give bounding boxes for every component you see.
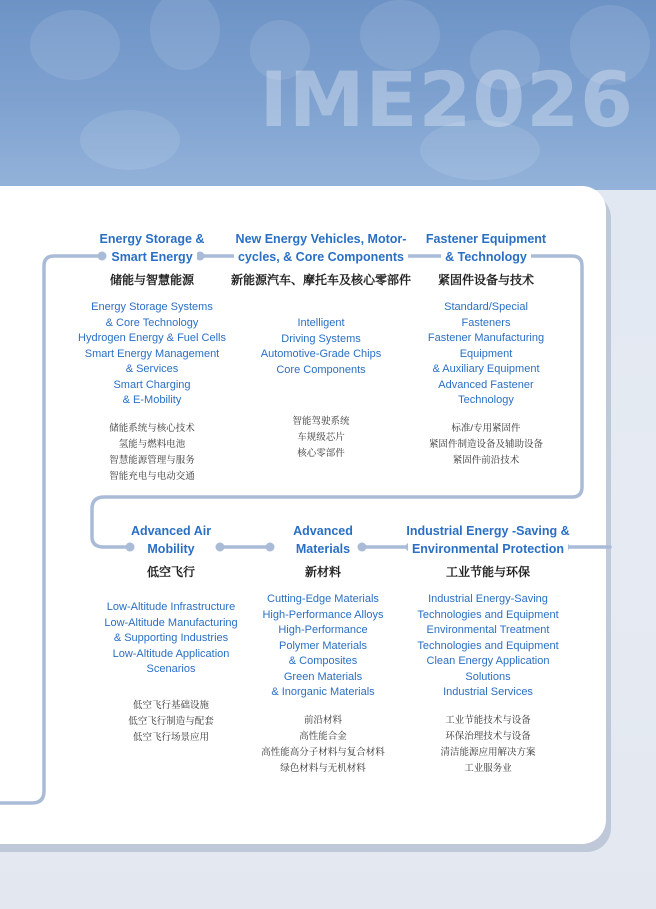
section-en-items: Intelligent Driving Systems Automotive-Grade Chips Core Components	[260, 317, 382, 376]
section-cn-title: 低空飞行	[146, 565, 195, 579]
section-en-items: Cutting-Edge Materials High-Performance Alloys High-Performance Polymer Materials & Composites Green Materials & Inorganic Materials	[262, 593, 384, 698]
section-en-title: Advanced Air Mobility	[78, 522, 264, 558]
section-cn-title: 工业节能与环保	[445, 565, 530, 579]
section-en-title: Fastener Equipment & Technology	[393, 230, 579, 266]
section-cn-title: 新能源汽车、摩托车及核心零部件	[230, 273, 411, 287]
section-new-energy-vehicles	[228, 230, 414, 462]
section-advanced-materials	[230, 522, 416, 777]
section-en-items: Standard/Special Fasteners Fastener Manufacturing Equipment & Auxiliary Equipment Advanced Fastener Technology	[427, 301, 545, 406]
section-en-title: New Energy Vehicles, Motor- cycles, & Core Components	[228, 230, 414, 266]
section-cn-title: 紧固件设备与技术	[437, 273, 534, 287]
section-cn-items: 前沿材料 高性能合金 高性能高分子材料与复合材料 绿色材料与无机材料	[261, 714, 385, 774]
section-cn-items: 工业节能技术与设备 环保治理技术与设备 清洁能源应用解决方案 工业服务业	[440, 714, 536, 774]
section-fastener	[393, 230, 579, 469]
section-cn-items: 智能驾驶系统 车规级芯片 核心零部件	[292, 416, 350, 459]
section-en-title: Advanced Materials	[230, 522, 416, 558]
section-cn-title: 新材料	[304, 565, 341, 579]
section-en-items: Industrial Energy-Saving Technologies and Equipment Environmental Treatment Technologies and Equipment Clean Energy Application Solutions Industrial Services	[417, 593, 559, 698]
section-energy-saving	[395, 522, 581, 777]
section-en-items: Energy Storage Systems & Core Technology Hydrogen Energy & Fuel Cells Smart Energy Management & Services Smart Charging & E-Mobility	[78, 301, 226, 406]
section-energy-storage	[59, 230, 245, 485]
section-en-title: Energy Storage & Smart Energy	[59, 230, 245, 266]
event-title: IME2026	[259, 55, 634, 144]
section-cn-items: 标准/专用紧固件 紧固件制造设备及辅助设备 紧固件前沿技术	[428, 422, 543, 466]
section-cn-items: 低空飞行基础设施 低空飞行制造与配套 低空飞行场景应用	[128, 699, 214, 743]
section-en-title: Industrial Energy -Saving & Environmental Protection	[395, 522, 581, 558]
section-cn-title: 储能与智慧能源	[109, 273, 194, 287]
section-cn-items: 储能系统与核心技术 氢能与燃料电池 智慧能源管理与服务 智能充电与电动交通	[109, 422, 195, 482]
section-en-items: Low-Altitude Infrastructure Low-Altitude Manufacturing & Supporting Industries Low-Altitude Application Scenarios	[104, 601, 238, 675]
